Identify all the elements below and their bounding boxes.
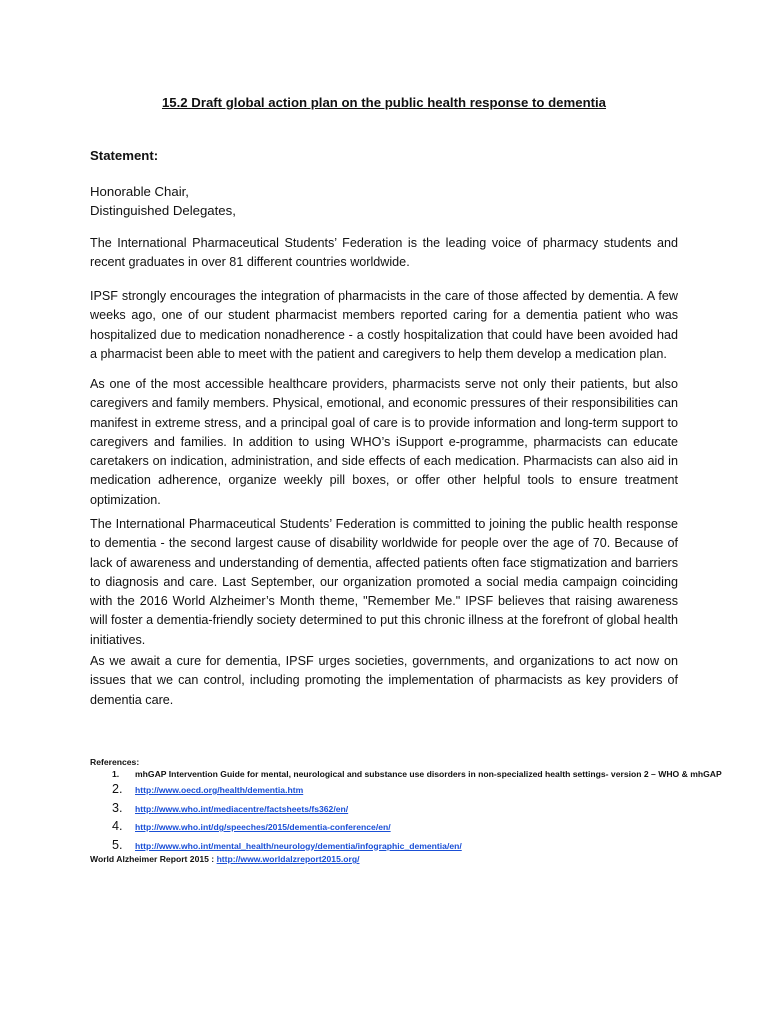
references-section — [90, 757, 722, 865]
reference-number: 5. — [112, 837, 123, 852]
reference-label: World Alzheimer Report 2015 : — [90, 854, 217, 864]
reference-text: mhGAP Intervention Guide for mental, neurological and substance use disorders in non-specialized health settings- version 2 – WHO & mhGAP — [135, 769, 722, 779]
paragraph: As one of the most accessible healthcare providers, pharmacists serve not only their patients, but also caregivers and family members. Physical, emotional, and economic pressures of their responsibilities can manifest in extreme stress, and a principal goal of care is to provide information and long-term support to caregivers and families. In addition to using WHO’s iSupport e-programme, pharmacists can educate caretakers on indication, administration, and side effects of each medication. Pharmacists can also aid in medication adherence, organize weekly pill boxes, or offer other helpful tools to ensure treatment optimization. — [90, 377, 678, 507]
world-alzheimer-report-reference — [90, 854, 690, 865]
paragraph: The International Pharmaceutical Students’ Federation is the leading voice of pharmacy students and recent graduates in over 81 different countries worldwide. — [90, 236, 678, 270]
reference-item — [90, 799, 690, 818]
salutation-line: Honorable Chair, — [90, 184, 189, 199]
salutation-line: Distinguished Delegates, — [90, 203, 236, 218]
references-heading: References: — [90, 757, 140, 767]
reference-number: 4. — [112, 819, 123, 833]
reference-link[interactable]: http://www.who.int/dg/speeches/2015/dementia-conference/en/ — [135, 822, 391, 832]
statement-label: Statement: — [90, 148, 159, 163]
reference-link[interactable]: http://www.who.int/mediacentre/factsheets/fs362/en/ — [135, 803, 349, 814]
reference-item — [90, 780, 690, 799]
reference-link[interactable]: http://www.worldalzreport2015.org/ — [216, 854, 360, 864]
reference-item — [90, 817, 690, 836]
reference-link[interactable]: http://www.oecd.org/health/dementia.htm — [135, 785, 304, 795]
reference-number: 3. — [112, 800, 123, 815]
reference-item — [90, 836, 690, 855]
document-title: 15.2 Draft global action plan on the public health response to dementia — [161, 95, 607, 110]
paragraph: IPSF strongly encourages the integration of pharmacists in the care of those affected by dementia. A few weeks ago, one of our student pharmacist members reported caring for a dementia patient who was hospitalized due to medication nonadherence - a costly hospitalization that could have been avoided had a pharmacist been able to meet with the patient and caregivers to help them develop a medication plan. — [90, 289, 678, 361]
salutation — [90, 182, 236, 220]
reference-number: 2. — [112, 782, 123, 796]
reference-link[interactable]: http://www.who.int/mental_health/neurology/dementia/infographic_dementia/en/ — [135, 840, 462, 851]
reference-number: 1. — [112, 769, 120, 779]
reference-item — [90, 769, 725, 780]
paragraph: The International Pharmaceutical Students’ Federation is committed to joining the public health response to dementia - the second largest cause of disability worldwide for people over the age of 70. Because of lack of awareness and understanding of dementia, affected patients often face stigmatization and barriers to diagnosis and care. Last September, our organization promoted a social media campaign coinciding with the 2016 World Alzheimer’s Month theme, "Remember Me." IPSF believes that raising awareness will foster a dementia-friendly society determined to put this chronic illness at the forefront of global health initiatives. — [90, 517, 678, 647]
paragraph: As we await a cure for dementia, IPSF urges societies, governments, and organizations to act now on issues that we can control, including promoting the implementation of pharmacists as key providers of dementia care. — [90, 654, 678, 707]
